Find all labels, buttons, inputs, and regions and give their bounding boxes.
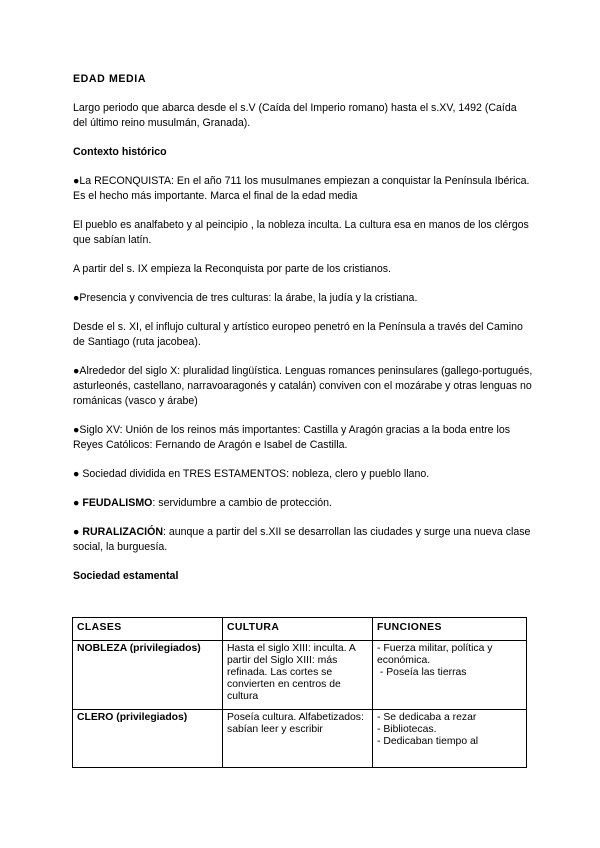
- funcion-line: - Se dedicaba a rezar: [377, 712, 477, 723]
- feudalismo-text: : servidumbre a cambio de protección.: [152, 497, 332, 509]
- paragraph-reconquista: ●La RECONQUISTA: En el año 711 los musulmanes empiezan a conquistar la Península Ibérica. Es el hecho más importante. Marca el final de la edad media: [73, 175, 530, 202]
- header-funciones: FUNCIONES: [373, 618, 527, 641]
- cell-cultura: Poseía cultura. Alfabetizados: sabían leer y escribir: [223, 710, 373, 768]
- bullet: ●: [73, 497, 83, 509]
- cell-clase: CLERO (privilegiados): [73, 710, 223, 768]
- paragraph-feudalismo: [73, 496, 533, 511]
- document-title: EDAD MEDIA: [73, 73, 147, 85]
- paragraph-pluralidad: ●Alrededor del siglo X: pluralidad lingüística. Lenguas romances peninsulares (gallego-portugués, asturleonés, castellano, narravoaragonés y catalán) conviven con el mozárabe y otras lenguas no románicas (vasco y árabe): [73, 365, 533, 407]
- paragraph-ruralizacion: [73, 525, 533, 555]
- funcion-line: - Fuerza militar, política y económica.: [377, 643, 493, 666]
- document-body: [73, 72, 533, 598]
- funcion-line: - Bibliotecas.: [377, 724, 437, 735]
- term-feudalismo: FEUDALISMO: [82, 497, 153, 509]
- term-ruralizacion: RURALIZACIÓN: [82, 526, 163, 538]
- funcion-line: - Poseía las tierras: [377, 667, 467, 678]
- paragraph-siglo-ix: A partir del s. IX empieza la Reconquista por parte de los cristianos.: [73, 263, 391, 275]
- header-clases: CLASES: [73, 618, 223, 641]
- table-row: [73, 641, 527, 710]
- cell-clase: NOBLEZA (privilegiados): [73, 641, 223, 710]
- table-header-row: [73, 618, 527, 641]
- cell-funciones: [373, 710, 527, 768]
- ruralizacion-text: : aunque a partir del s.XII se desarrollan las ciudades y surge una nueva clase social, la burguesía.: [73, 526, 531, 553]
- intro-paragraph: Largo periodo que abarca desde el s.V (Caída del Imperio romano) hasta el s.XV, 1492 (Caída del último reino musulmán, Granada).: [73, 102, 517, 129]
- paragraph-pueblo: El pueblo es analfabeto y al peincipio , la nobleza inculta. La cultura esa en manos de los clérgos que sabían latín.: [73, 219, 529, 246]
- bullet: ●: [73, 526, 83, 538]
- paragraph-tres-culturas: ●Presencia y convivencia de tres culturas: la árabe, la judía y la cristiana.: [73, 292, 418, 304]
- paragraph-camino-santiago: Desde el s. XI, el influjo cultural y artístico europeo penetró en la Península a través del Camino de Santiago (ruta jacobea).: [73, 321, 523, 348]
- table-row: [73, 710, 527, 768]
- paragraph-estamentos: ● Sociedad dividida en TRES ESTAMENTOS: nobleza, clero y pueblo llano.: [73, 468, 430, 480]
- header-cultura: CULTURA: [223, 618, 373, 641]
- section-heading-sociedad: Sociedad estamental: [73, 570, 179, 582]
- paragraph-siglo-xv: ●Siglo XV: Unión de los reinos más importantes: Castilla y Aragón gracias a la boda entre los Reyes Católicos: Fernando de Aragón e Isabel de Castilla.: [73, 424, 511, 451]
- cell-funciones: [373, 641, 527, 710]
- funcion-line: - Dedicaban tiempo al: [377, 736, 479, 747]
- section-heading-contexto: Contexto histórico: [73, 146, 167, 158]
- cell-cultura: Hasta el siglo XIII: inculta. A partir del Siglo XIII: más refinada. Las cortes se convierten en centros de cultura: [223, 641, 373, 710]
- estamentos-table: [72, 617, 527, 768]
